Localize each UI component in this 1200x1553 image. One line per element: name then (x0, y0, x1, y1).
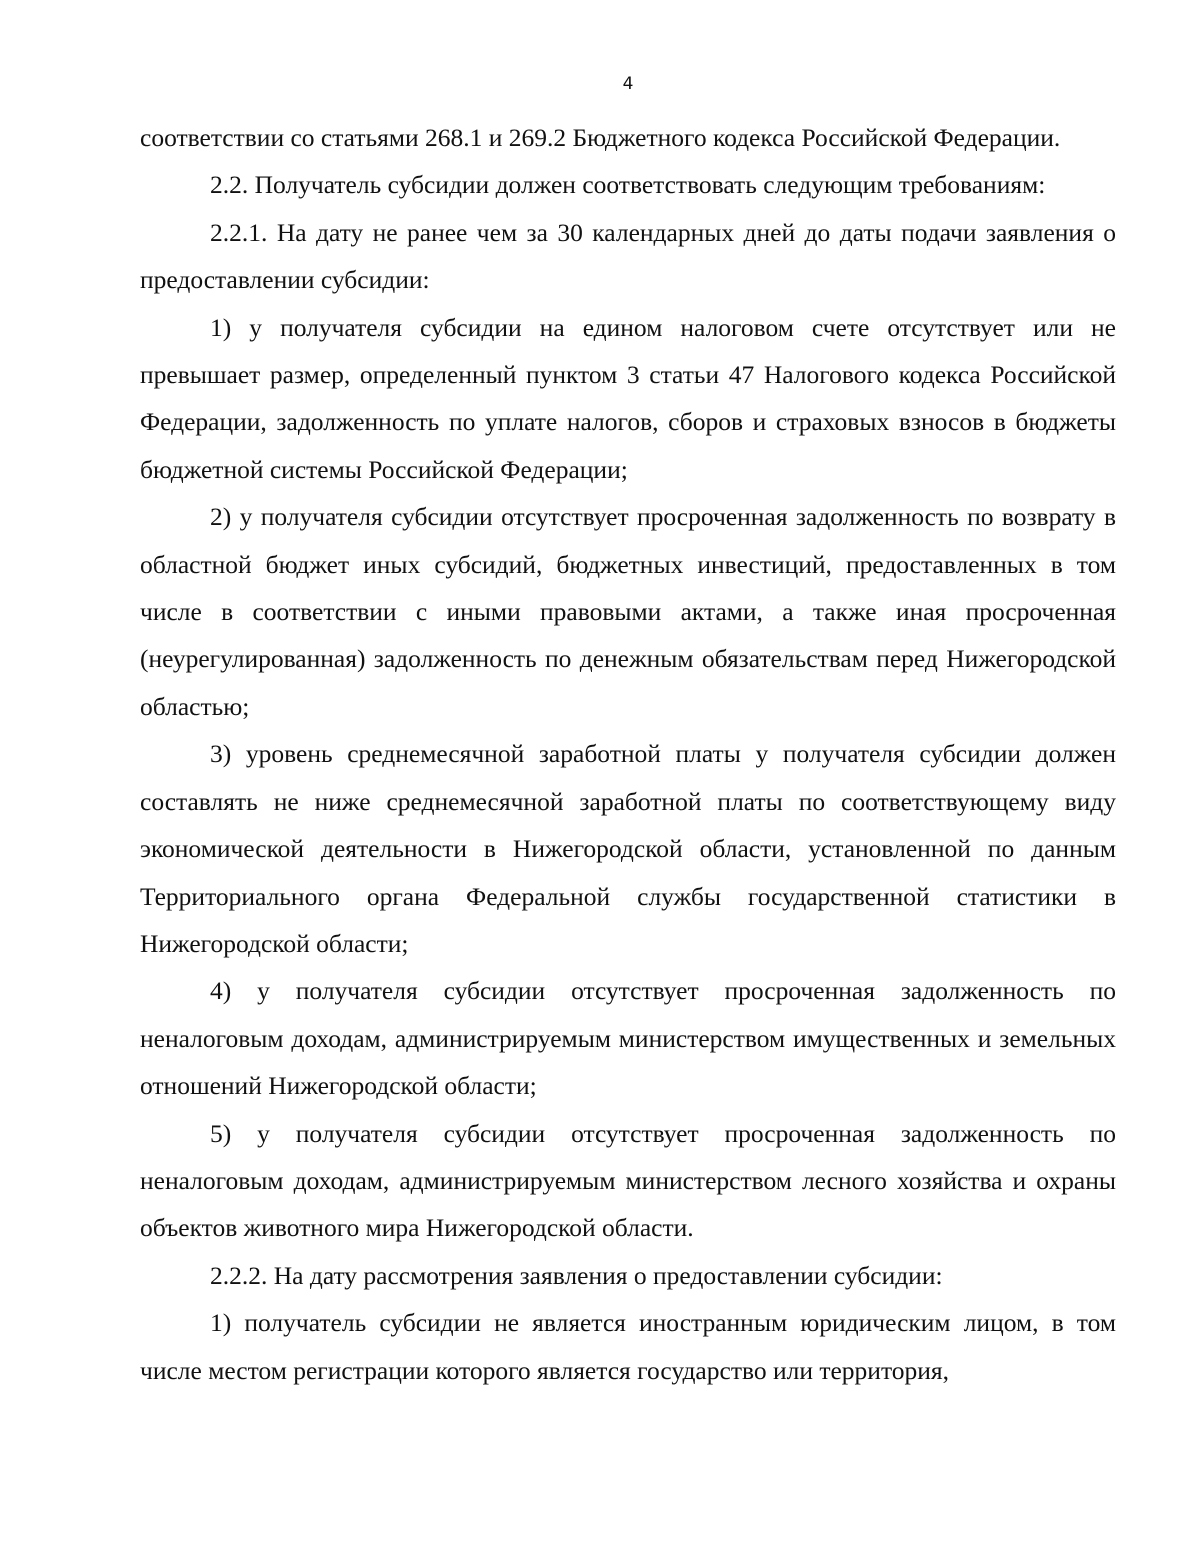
paragraph-item-2-overdue-debt: 2) у получателя субсидии отсутствует просроченная задолженность по возврату в областной бюджет иных субсидий, бюджетных инвестиций, предоставленных в том числе в соответствии с иными правовыми актами, а также иная просроченная (неурегулированная) задолженность по денежным обязательствам перед Нижегородской областью; (140, 502, 1116, 721)
paragraph-section-2-2: 2.2. Получатель субсидии должен соответствовать следующим требованиям: (210, 170, 1046, 200)
paragraph-item-5-forestry-ministry: 5) у получателя субсидии отсутствует просроченная задолженность по неналоговым доходам, администрируемым министерством лесного хозяйства и охраны объектов животного мира Нижегородской области. (140, 1118, 1116, 1243)
page-number: 4 (622, 74, 634, 94)
paragraph-section-2-2-1: 2.2.1. На дату не ранее чем за 30 календарных дней до даты подачи заявления о предоставлении субсидии: (140, 217, 1116, 295)
paragraph-item-4-property-ministry: 4) у получателя субсидии отсутствует просроченная задолженность по неналоговым доходам, администрируемым министерством имущественных и земельных отношений Нижегородской области; (140, 976, 1116, 1101)
paragraph-item-1-foreign-entity: 1) получатель субсидии не является иностранным юридическим лицом, в том числе местом регистрации которого является государство или территория, (140, 1308, 1116, 1385)
paragraph-section-2-2-2: 2.2.2. На дату рассмотрения заявления о предоставлении субсидии: (210, 1260, 943, 1290)
paragraph-item-3-salary-level: 3) уровень среднемесячной заработной платы у получателя субсидии должен составлять не ниже среднемесячной заработной платы по соответствующему виду экономической деятельности в Нижегородской области, установленной по данным Территориального органа Федеральной службы государственной статистики в Нижегородской области; (140, 739, 1116, 958)
paragraph-item-1-tax-debt: 1) у получателя субсидии на едином налоговом счете отсутствует или не превышает размер, определенный пунктом 3 статьи 47 Налогового кодекса Российской Федерации, задолженность по уплате налогов, сборов и страховых взносов в бюджеты бюджетной системы Российской Федерации; (140, 312, 1116, 484)
document-body (140, 114, 1116, 1394)
paragraph-continuation: соответствии со статьями 268.1 и 269.2 Бюджетного кодекса Российской Федерации. (140, 123, 1061, 152)
